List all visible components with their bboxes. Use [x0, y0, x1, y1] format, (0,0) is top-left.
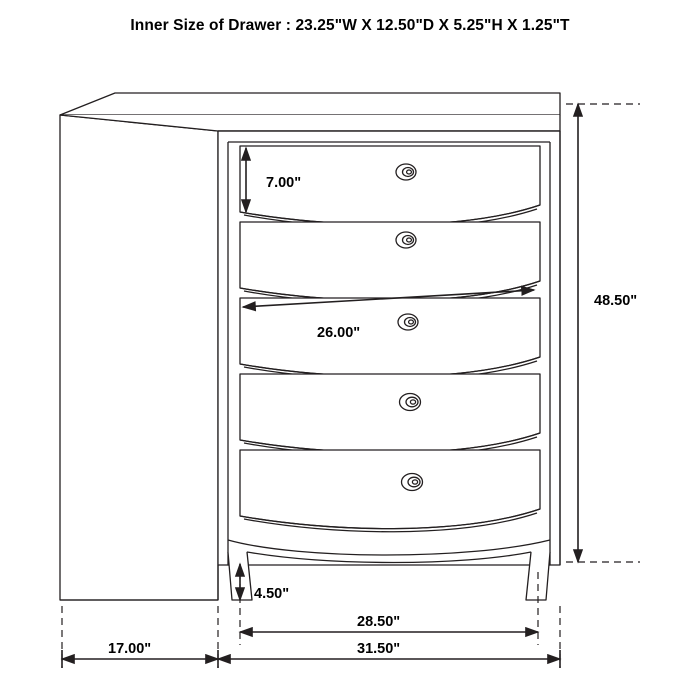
label-total-height: 48.50" [594, 293, 638, 309]
label-depth: 17.00" [108, 641, 152, 657]
drawer-fronts [240, 146, 540, 532]
label-drawer-height: 7.00" [266, 175, 302, 191]
label-leg-height: 4.50" [254, 586, 290, 602]
label-overall-width: 31.50" [357, 641, 401, 657]
label-front-width: 28.50" [357, 614, 401, 630]
page-title: Inner Size of Drawer : 23.25"W X 12.50"D X 5.25"H X 1.25"T [130, 17, 570, 34]
label-drawer-width: 26.00" [317, 325, 361, 341]
